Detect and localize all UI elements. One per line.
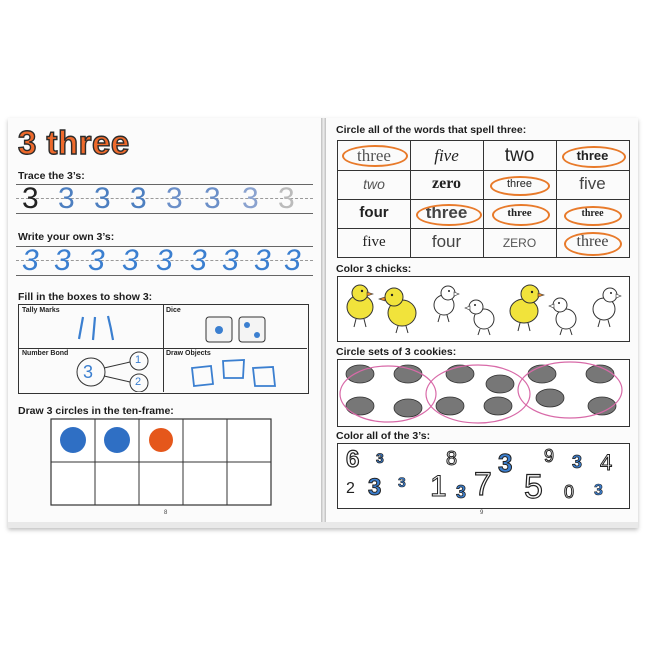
number-glyph-three: 3	[376, 450, 384, 466]
word-cell[interactable]: two	[504, 145, 535, 166]
cookie-icon	[346, 397, 374, 415]
dice-drawing	[203, 313, 273, 345]
number-glyph: 0	[564, 482, 575, 502]
number-bond-box[interactable]	[19, 348, 164, 392]
word-cell[interactable]: ZERO	[502, 236, 537, 250]
word-cell[interactable]: four	[359, 204, 389, 221]
number-glyph-three: 3	[572, 452, 583, 472]
cookie-icon	[446, 365, 474, 383]
dice-box[interactable]	[163, 305, 307, 349]
number-glyph-three: 3	[594, 482, 603, 499]
word-cell[interactable]: three	[576, 233, 609, 250]
orange-circle-mark	[564, 206, 622, 226]
written-digit: 3	[88, 244, 105, 277]
cookie-icon	[536, 389, 564, 407]
orange-circle-mark	[562, 146, 626, 168]
bond-label: Number Bond	[22, 350, 69, 357]
written-digit: 3	[156, 244, 173, 277]
orange-circle-mark	[492, 204, 550, 226]
cookie-icon	[394, 365, 422, 383]
cookie-icon	[436, 397, 464, 415]
page-number: 8	[164, 510, 168, 516]
bond-part-b: 2	[135, 376, 142, 388]
written-digit: 3	[284, 244, 301, 277]
word-cell[interactable]: four	[431, 232, 462, 251]
written-digit: 3	[254, 244, 271, 277]
chick-icon	[593, 288, 621, 327]
number-glyph: 5	[524, 468, 543, 506]
chick-icon	[510, 285, 544, 331]
word-grid	[337, 140, 630, 258]
bond-whole: 3	[83, 362, 94, 382]
dice-label: Dice	[166, 307, 181, 314]
word-cell[interactable]: five	[579, 174, 606, 193]
trace-digit: 3	[278, 182, 295, 215]
chick-icon	[434, 286, 459, 322]
trace-heading: Trace the 3’s:	[18, 170, 85, 182]
number-glyph: 7	[474, 466, 492, 502]
workbook-spread	[8, 118, 638, 528]
number-glyph-three: 3	[498, 448, 513, 478]
orange-circle-mark	[416, 204, 482, 226]
left-page	[8, 118, 322, 522]
chicks-panel[interactable]	[337, 276, 630, 342]
pink-circle-mark	[426, 365, 530, 423]
number-glyph: 8	[446, 448, 458, 470]
word-cell[interactable]: two	[363, 176, 385, 192]
number-glyph-three: 3	[398, 474, 406, 490]
pink-circle-mark	[340, 366, 436, 422]
page-title: 3 three	[18, 124, 130, 161]
number-glyph: 1	[430, 470, 447, 503]
word-cell[interactable]: three	[506, 178, 533, 190]
trace-digit: 3	[22, 182, 39, 215]
tally-box[interactable]	[19, 305, 164, 349]
circle-words-heading: Circle all of the words that spell three:	[336, 124, 527, 136]
drawn-objects-drawing	[189, 356, 289, 392]
number-glyph: 6	[346, 446, 360, 473]
page-number: 9	[480, 510, 484, 516]
written-digit: 3	[22, 244, 39, 277]
tally-label: Tally Marks	[22, 307, 60, 314]
number-glyph-three: 3	[368, 474, 382, 501]
trace-digit: 3	[204, 182, 221, 215]
number-glyph-three: 3	[456, 482, 467, 502]
cookies-heading: Circle sets of 3 cookies:	[336, 346, 457, 358]
written-digit: 3	[54, 244, 71, 277]
cookie-icon	[484, 397, 512, 415]
number-glyph: 4	[600, 450, 613, 475]
chick-icon	[347, 285, 373, 327]
chick-icon	[465, 300, 494, 335]
word-cell[interactable]: five	[362, 234, 386, 250]
written-digit: 3	[122, 244, 139, 277]
word-cell[interactable]: three	[576, 148, 609, 163]
numbers-panel[interactable]	[337, 443, 630, 509]
bond-part-a: 1	[135, 354, 142, 366]
trace-digit: 3	[166, 182, 183, 215]
word-cell[interactable]: five	[434, 146, 459, 165]
word-cell[interactable]: three	[507, 207, 532, 219]
ten-frame[interactable]	[50, 418, 272, 508]
written-digit: 3	[222, 244, 239, 277]
word-cell[interactable]: zero	[431, 175, 461, 192]
cookies-panel[interactable]	[337, 359, 630, 427]
number-glyph: 2	[346, 480, 355, 497]
cookie-icon	[394, 399, 422, 417]
word-cell[interactable]: three	[425, 203, 468, 222]
word-cell[interactable]: three	[581, 208, 604, 219]
trace-digit: 3	[58, 182, 75, 215]
trace-digit: 3	[94, 182, 111, 215]
chick-icon	[549, 298, 576, 335]
fill-heading: Fill in the boxes to show 3:	[18, 291, 153, 303]
trace-digit: 3	[130, 182, 147, 215]
tenframe-heading: Draw 3 circles in the ten-frame:	[18, 405, 174, 417]
trace-digit: 3	[242, 182, 259, 215]
chick-icon	[379, 288, 416, 333]
orange-circle-mark	[564, 232, 622, 256]
write-heading: Write your own 3’s:	[18, 231, 115, 243]
draw-objects-box[interactable]	[163, 348, 307, 392]
objects-label: Draw Objects	[166, 350, 211, 357]
written-digit: 3	[190, 244, 207, 277]
word-cell[interactable]: three	[357, 146, 391, 165]
orange-circle-mark	[490, 176, 550, 196]
chicks-heading: Color 3 chicks:	[336, 263, 412, 275]
cookie-icon	[486, 375, 514, 393]
number-glyph: 9	[544, 446, 555, 466]
pink-circle-mark	[518, 362, 622, 418]
tally-marks-drawing	[75, 313, 135, 343]
orange-circle-mark	[342, 145, 408, 167]
fill-boxes	[18, 304, 309, 394]
color3-heading: Color all of the 3’s:	[336, 430, 431, 442]
right-page	[326, 118, 638, 522]
cookie-icon	[528, 365, 556, 383]
